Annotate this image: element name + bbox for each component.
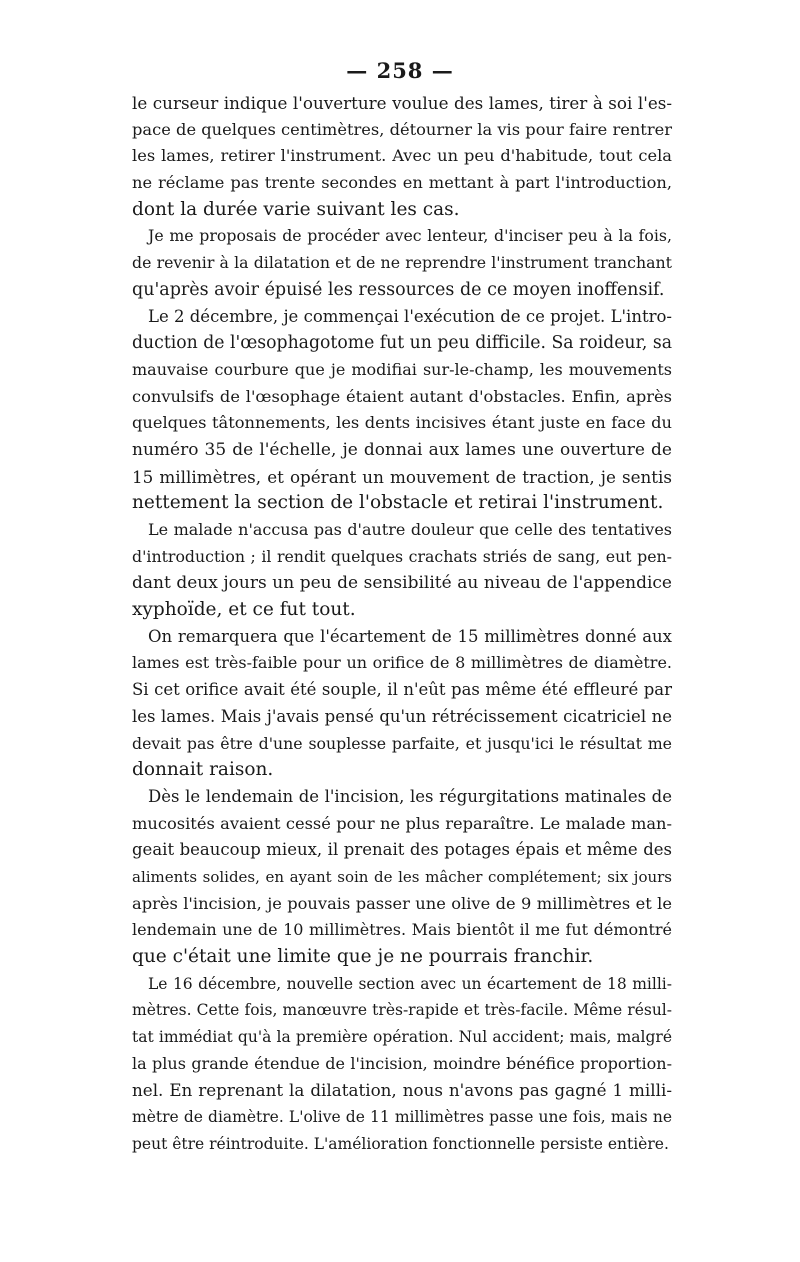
text-line: Si cet orifice avait été souple, il n'eût pas même été effleuré par xyxy=(132,680,672,700)
text-line: Dès le lendemain de l'incision, les régurgitations matinales de xyxy=(148,786,672,806)
text-line: convulsifs de l'œsophage étaient autant d'obstacles. Enfin, après xyxy=(132,386,672,406)
text-line: mucosités avaient cessé pour ne plus reparaître. Le malade man- xyxy=(132,813,672,833)
text-line: le curseur indique l'ouverture voulue des lames, tirer à soi l'es- xyxy=(132,93,672,113)
text-line: qu'après avoir épuisé les ressources de ce moyen inoffensif. xyxy=(132,279,665,300)
text-line: dant deux jours un peu de sensibilité au niveau de l'appendice xyxy=(132,573,672,594)
text-line: mètres. Cette fois, manœuvre très-rapide et très-facile. Même résul- xyxy=(132,1001,672,1020)
body-text xyxy=(132,90,672,1158)
text-line: pace de quelques centimètres, détourner la vis pour faire rentrer xyxy=(132,119,672,139)
text-line: xyphoïde, et ce fut tout. xyxy=(132,599,356,621)
text-line: nettement la section de l'obstacle et retirai l'instrument. xyxy=(132,492,664,514)
text-line: mètre de diamètre. L'olive de 11 millimètres passe une fois, mais ne xyxy=(132,1108,672,1127)
page-number: — 258 — xyxy=(346,58,454,83)
text-line: devait pas être d'une souplesse parfaite, et jusqu'ici le résultat me xyxy=(132,733,672,753)
text-line: 15 millimètres, et opérant un mouvement de traction, je sentis xyxy=(132,466,672,487)
text-line: On remarquera que l'écartement de 15 millimètres donné aux xyxy=(148,626,672,646)
text-line: tat immédiat qu'à la première opération. Nul accident; mais, malgré xyxy=(132,1028,672,1047)
text-line: les lames. Mais j'avais pensé qu'un rétrécissement cicatriciel ne xyxy=(132,706,672,726)
text-line: la plus grande étendue de l'incision, moindre bénéfice proportion- xyxy=(132,1053,672,1073)
text-line: lames est très-faible pour un orifice de 8 millimètres de diamètre. xyxy=(132,653,672,673)
text-line: lendemain une de 10 millimètres. Mais bientôt il me fut démontré xyxy=(132,920,672,940)
text-line: numéro 35 de l'échelle, je donnai aux lames une ouverture de xyxy=(132,439,672,460)
text-line: Le malade n'accusa pas d'autre douleur que celle des tentatives xyxy=(148,520,672,539)
text-line: geait beaucoup mieux, il prenait des potages épais et même des xyxy=(132,840,672,860)
text-line: mauvaise courbure que je modifiai sur-le-champ, les mouvements xyxy=(132,359,672,379)
text-line: Je me proposais de procéder avec lenteur, d'inciser peu à la fois, xyxy=(148,226,672,246)
text-line: après l'incision, je pouvais passer une olive de 9 millimètres et le xyxy=(132,893,672,913)
text-line: aliments solides, en ayant soin de les mâcher complétement; six jours xyxy=(132,867,672,886)
text-line: peut être réintroduite. L'amélioration fonctionnelle persiste entière. xyxy=(132,1134,669,1153)
text-line: de revenir à la dilatation et de ne reprendre l'instrument tranchant xyxy=(132,253,672,273)
text-line: les lames, retirer l'instrument. Avec un peu d'habitude, tout cela xyxy=(132,146,672,166)
text-line: nel. En reprenant la dilatation, nous n'avons pas gagné 1 milli- xyxy=(132,1080,672,1101)
text-line: ne réclame pas trente secondes en mettant à part l'introduction, xyxy=(132,173,672,193)
text-line: d'introduction ; il rendit quelques crachats striés de sang, eut pen- xyxy=(132,546,672,566)
text-line: dont la durée varie suivant les cas. xyxy=(132,198,460,220)
text-line: que c'était une limite que je ne pourrais franchir. xyxy=(132,946,594,967)
text-line: Le 16 décembre, nouvelle section avec un écartement de 18 milli- xyxy=(148,974,672,993)
text-line: quelques tâtonnements, les dents incisives étant juste en face du xyxy=(132,413,672,433)
text-line: Le 2 décembre, je commençai l'exécution de ce projet. L'intro- xyxy=(148,306,672,326)
text-line: donnait raison. xyxy=(132,759,274,781)
text-line: duction de l'œsophagotome fut un peu difficile. Sa roideur, sa xyxy=(132,333,672,354)
